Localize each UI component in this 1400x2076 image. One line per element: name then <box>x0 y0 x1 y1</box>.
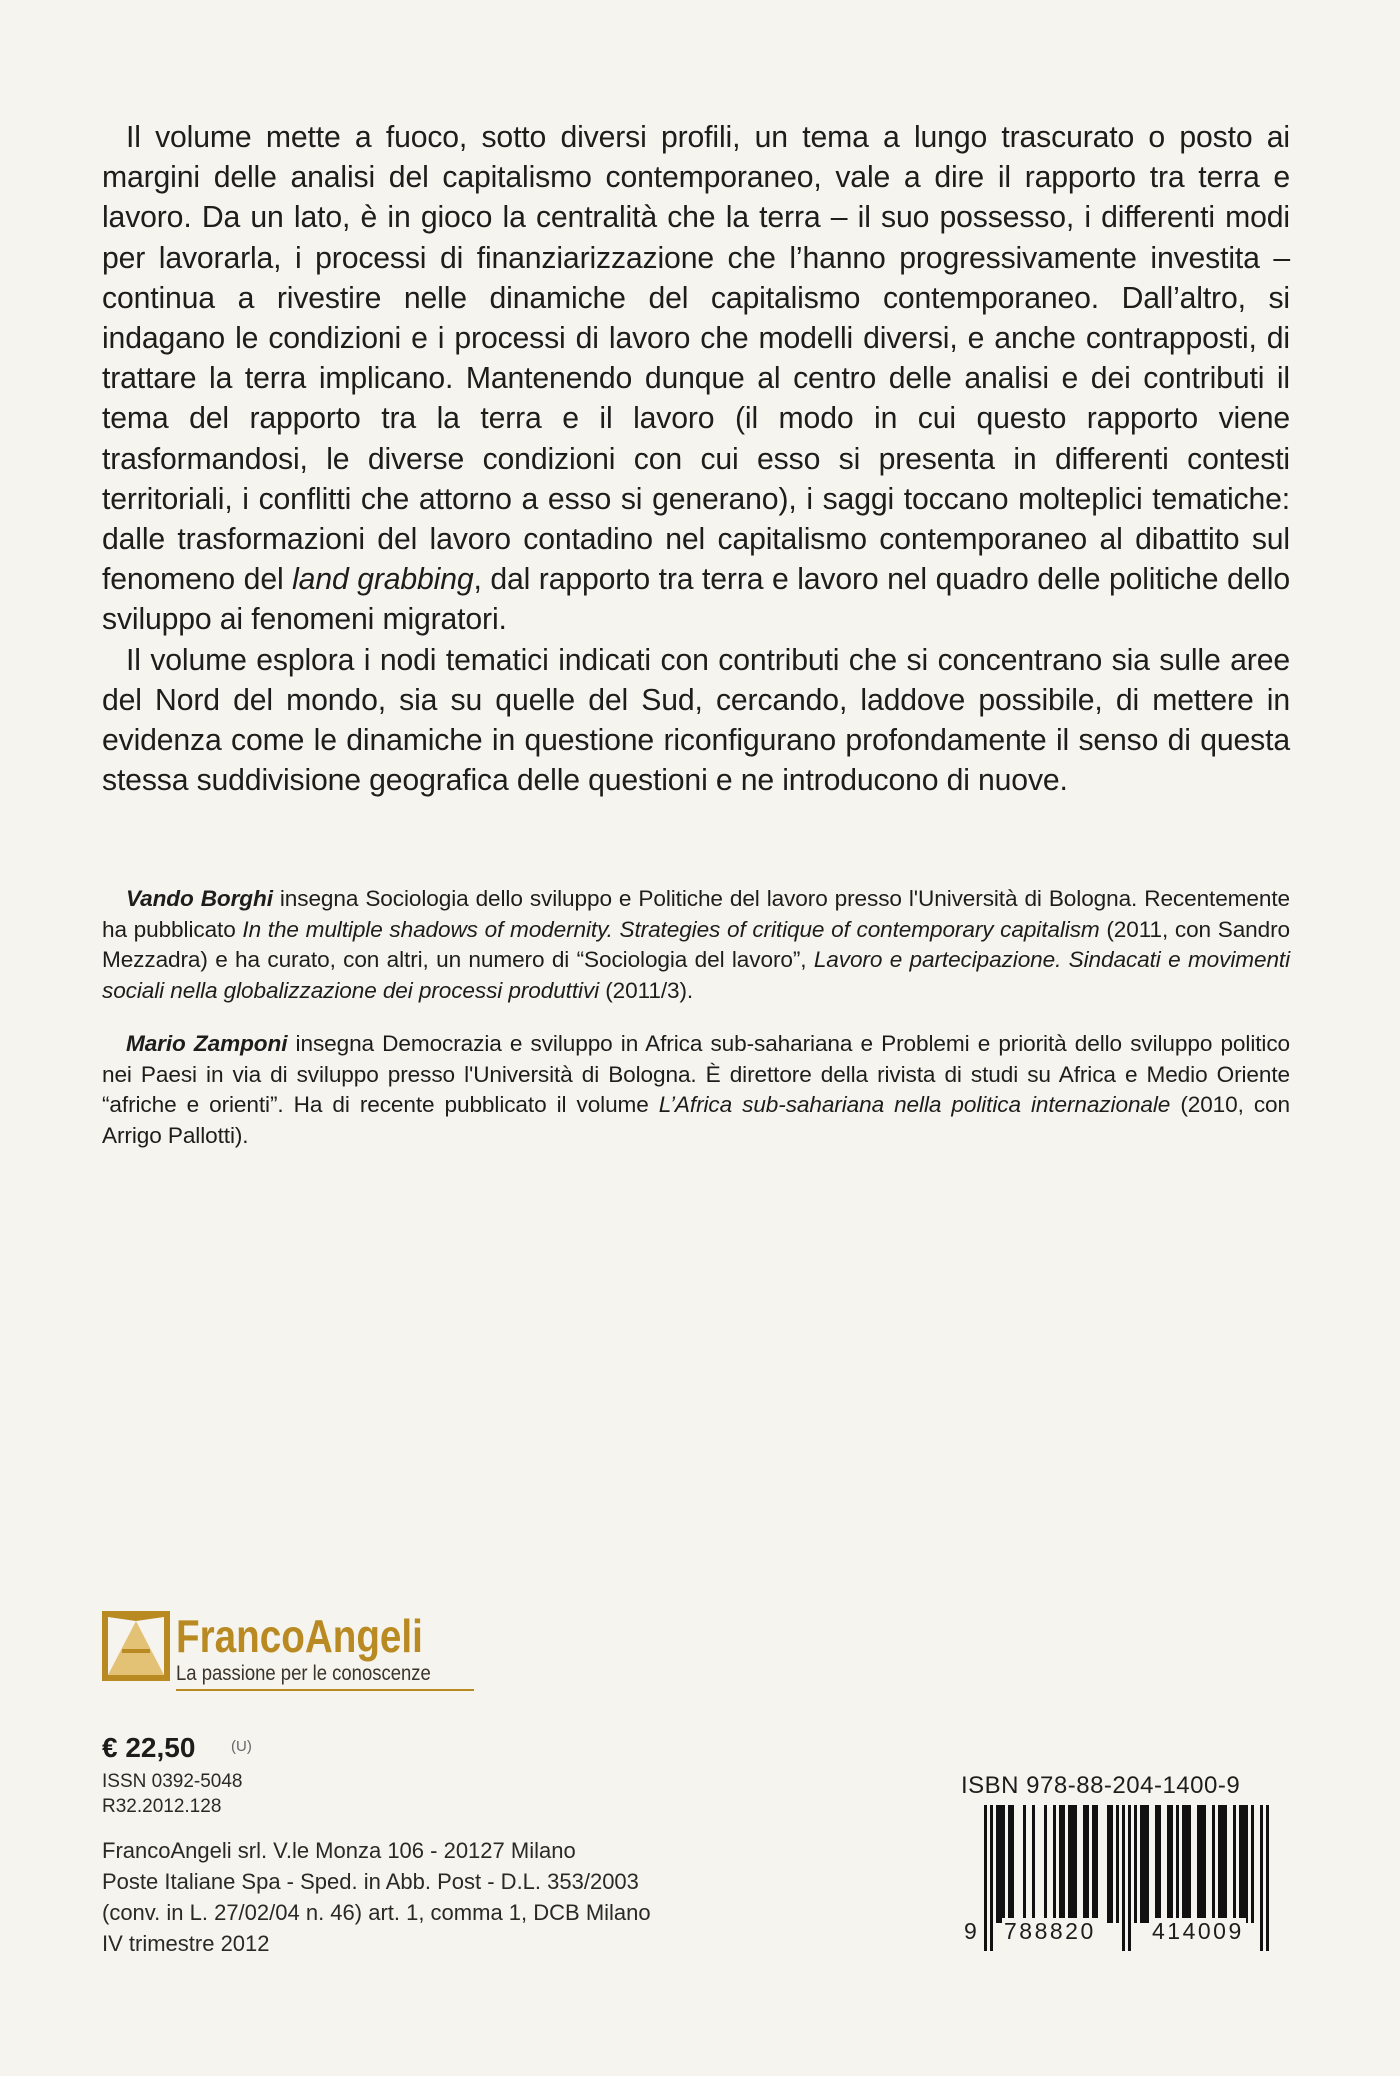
barcode-bar <box>1116 1805 1119 1923</box>
author-bio-borghi: Vando Borghi insegna Sociologia dello sviluppo e Politiche del lavoro presso l'Università di Bologna. Recentemente ha pubblicato In the multiple shadows of modernity. Strategies of critique of contemporary capitalism (2011, con Sandro Mezzadra) e ha curato, con altri, un numero di “Sociologia del lavoro”, Lavoro e partecipazione. Sindacati e movimenti sociali nella globalizzazione dei processi produttivi (2011/3). <box>102 886 1291 1003</box>
barcode-bar <box>1122 1805 1125 1951</box>
barcode-digit-lead: 9 <box>964 1918 980 1944</box>
barcode-bar <box>1182 1805 1185 1923</box>
publisher-legal-info <box>102 1835 651 1959</box>
issn: ISSN 0392-5048 <box>102 1771 243 1792</box>
barcode-digits-right: 414009 <box>1152 1918 1244 1944</box>
barcode-bar <box>1044 1805 1047 1923</box>
barcode-bar <box>1110 1805 1113 1923</box>
barcode-bar <box>1062 1805 1065 1923</box>
barcode-bar <box>1143 1805 1146 1923</box>
barcode-bar <box>1158 1805 1161 1923</box>
legal-line: (conv. in L. 27/02/04 n. 46) art. 1, comma 1, DCB Milano <box>102 1900 651 1925</box>
barcode-bar <box>1212 1805 1215 1923</box>
barcode-bar <box>1233 1805 1236 1923</box>
barcode-bar <box>999 1805 1002 1923</box>
legal-line: FrancoAngeli srl. V.le Monza 106 - 20127 Milano <box>102 1838 576 1863</box>
barcode-bar <box>1188 1805 1191 1923</box>
barcode-bar <box>1092 1805 1095 1923</box>
author-bio-zamponi: Mario Zamponi insegna Democrazia e sviluppo in Africa sub-sahariana e Problemi e priorità dello sviluppo politico nei Paesi in via di sviluppo presso l'Università di Bologna. È direttore della rivista di studi su Africa e Medio Oriente “afriche e orienti”. Ha di recente pubblicato il volume L’Africa sub-sahariana nella politica internazionale (2010, con Arrigo Pallotti). <box>102 1031 1290 1148</box>
barcode-bar <box>1059 1805 1062 1923</box>
catalog-code: R32.2012.128 <box>102 1796 222 1817</box>
barcode-bar <box>1224 1805 1227 1923</box>
barcode-bar <box>1086 1805 1089 1923</box>
barcode-bar <box>1176 1805 1179 1923</box>
barcode-digits-left: 788820 <box>1004 1918 1096 1944</box>
barcode-bar <box>1239 1805 1242 1923</box>
barcode-bar <box>1071 1805 1074 1923</box>
blurb-paragraph-1: Il volume mette a fuoco, sotto diversi profili, un tema a lungo trascurato o posto ai margini delle analisi del capitalismo contemporaneo, vale a dire il rapporto tra terra e lavoro. Da un lato, è in gioco la centralità che la terra – il suo possesso, i differenti modi per lavorarla, i processi di finanziarizzazione che l’hanno progressivamente investita – continua a rivestire nelle dinamiche del capitalismo contemporaneo. Dall’altro, si indagano le condizioni e i processi di lavoro che modelli diversi, e anche contrapposti, di trattare la terra implicano. Mantenendo dunque al centro delle analisi e dei contributi il tema del rapporto tra la terra e il lavoro (il modo in cui questo rapporto viene trasformandosi, le diverse condizioni con cui esso si presenta in differenti contesti territoriali, i conflitti che attorno a esso si generano), i saggi toccano molteplici tematiche: dalle trasformazioni del lavoro contadino nel capitalismo contemporaneo al dibattito sul fenomeno del land grabbing, dal rapporto tra terra e lavoro nel quadro delle politiche dello sviluppo ai fenomeni migratori. <box>102 121 1290 637</box>
author-name: Mario Zamponi <box>126 1031 288 1056</box>
price: € 22,50 <box>102 1732 196 1763</box>
author-name: Vando Borghi <box>126 886 273 911</box>
isbn-label: ISBN 978-88-204-1400-9 <box>961 1772 1241 1799</box>
barcode-bar <box>1053 1805 1056 1923</box>
barcode-bar <box>1251 1805 1254 1923</box>
barcode-bar <box>1095 1805 1098 1923</box>
publisher-tagline: La passione per le conoscenze <box>176 1662 431 1685</box>
barcode-bar <box>1134 1805 1137 1923</box>
barcode-bar <box>1068 1805 1071 1923</box>
legal-line: IV trimestre 2012 <box>102 1931 270 1956</box>
barcode-bar <box>1242 1805 1245 1923</box>
barcode-bar <box>1083 1805 1086 1923</box>
barcode-bar <box>1074 1805 1077 1923</box>
publisher-logo <box>102 1611 482 1691</box>
barcode-bar <box>1008 1805 1011 1923</box>
logo-underline <box>176 1689 474 1691</box>
barcode-bar <box>1011 1805 1014 1923</box>
barcode-bar <box>1023 1805 1026 1923</box>
back-cover-blurb <box>102 118 1290 801</box>
barcode-bar <box>1260 1805 1263 1951</box>
barcode-bar <box>1200 1805 1203 1923</box>
barcode-bar <box>1203 1805 1206 1923</box>
barcode-bar <box>1197 1805 1200 1923</box>
barcode-bar <box>1032 1805 1035 1923</box>
barcode-bar <box>1002 1805 1005 1923</box>
barcode-bar <box>1185 1805 1188 1923</box>
legal-line: Poste Italiane Spa - Sped. in Abb. Post - D.L. 353/2003 <box>102 1869 639 1894</box>
author-bios <box>102 884 1290 1174</box>
barcode-bar <box>1170 1805 1173 1923</box>
barcode-bar <box>984 1805 987 1951</box>
barcode-bar <box>1128 1805 1131 1951</box>
barcode-bar <box>1266 1805 1269 1951</box>
price-code: (U) <box>231 1738 252 1755</box>
blurb-paragraph-2: Il volume esplora i nodi tematici indicati con contributi che si concentrano sia sulle aree del Nord del mondo, sia su quelle del Sud, cercando, laddove possibile, di mettere in evidenza come le dinamiche in questione riconfigurano profondamente il senso di questa stessa suddivisione geografica delle questioni e ne introducono di nuove. <box>102 643 1290 798</box>
barcode-bar <box>1167 1805 1170 1923</box>
barcode-bar <box>1245 1805 1248 1923</box>
barcode-bar <box>1140 1805 1143 1923</box>
barcode-bar <box>1221 1805 1224 1923</box>
barcode-bar <box>990 1805 993 1951</box>
publisher-name: FrancoAngeli <box>176 1610 423 1662</box>
publisher-logo-icon <box>102 1611 170 1681</box>
barcode-bar <box>1155 1805 1158 1923</box>
barcode-bar <box>1107 1805 1110 1923</box>
barcode-bar <box>996 1805 999 1923</box>
barcode-bar <box>1146 1805 1149 1923</box>
barcode-bar <box>1218 1805 1221 1923</box>
